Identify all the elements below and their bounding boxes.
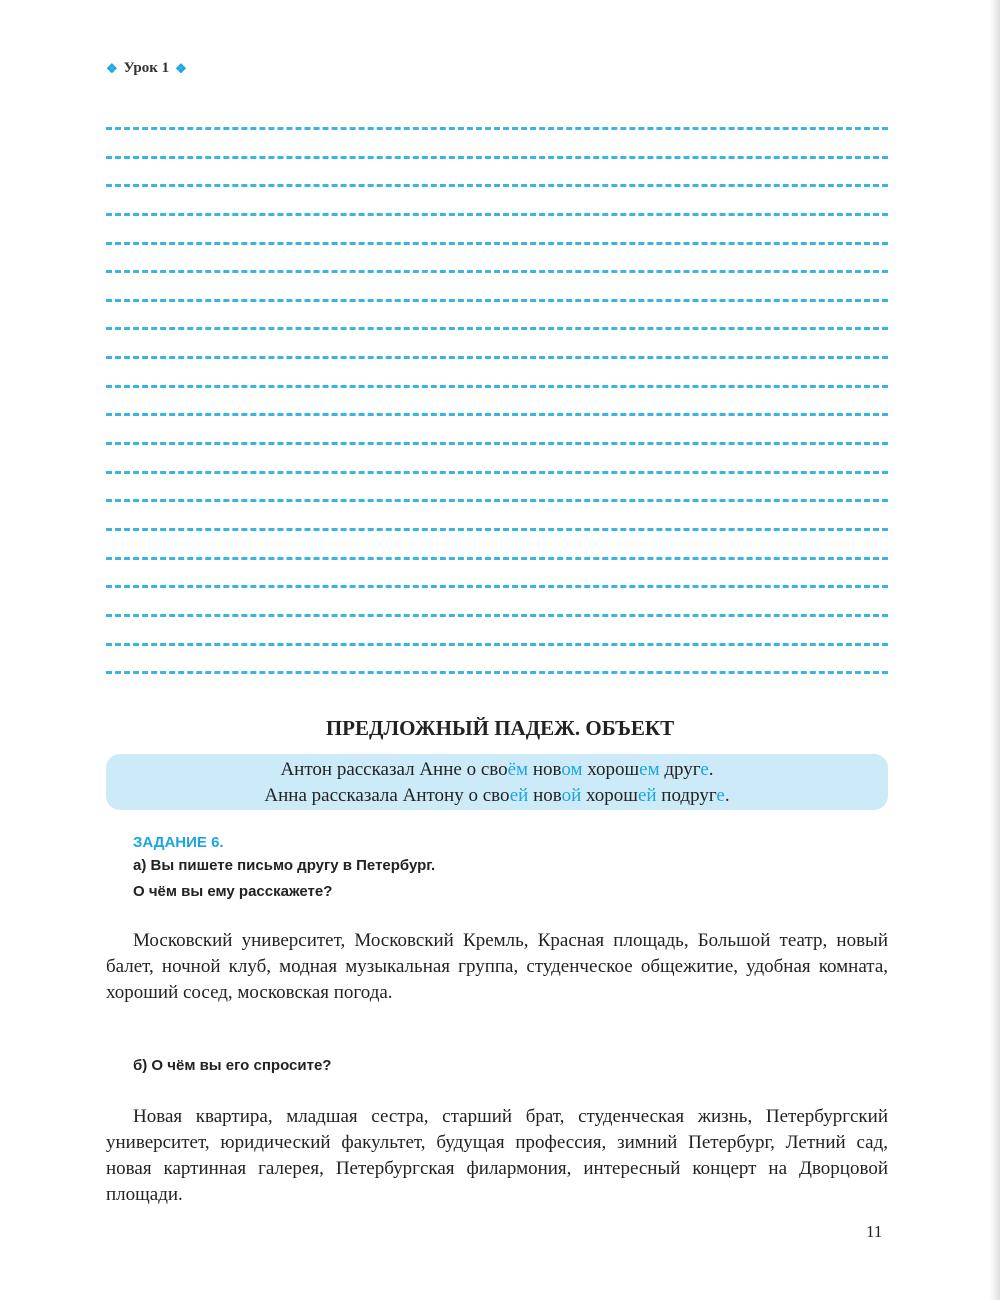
task-b-word-list: Новая квартира, младшая сестра, старший брат, студенческая жизнь, Петербургский университет, юридический факультет, будущая профессия, зимний Петербург, Летний сад, новая картинная галерея, Петербургская филармония, интересный концерт на Дворцовой площади.	[106, 1106, 888, 1205]
writing-line[interactable]	[106, 187, 888, 216]
example-sentence	[106, 783, 888, 809]
writing-line[interactable]	[106, 273, 888, 302]
writing-line[interactable]	[106, 474, 888, 503]
sentence-text: хорош	[582, 759, 640, 780]
task-block	[133, 834, 435, 903]
ending-highlight: ем	[639, 759, 660, 780]
sentence-text: нов	[528, 785, 562, 806]
writing-line[interactable]	[106, 159, 888, 188]
example-sentence	[106, 757, 888, 783]
grammar-example-box	[106, 754, 888, 810]
writing-line[interactable]	[106, 388, 888, 417]
writing-line[interactable]	[106, 531, 888, 560]
writing-line[interactable]	[106, 130, 888, 159]
writing-line[interactable]	[106, 245, 888, 274]
ending-highlight: ём	[507, 759, 529, 780]
lesson-header	[106, 60, 187, 77]
writing-line[interactable]	[106, 330, 888, 359]
writing-line[interactable]	[106, 216, 888, 245]
ending-highlight: ей	[509, 785, 529, 806]
writing-line[interactable]	[106, 646, 888, 675]
page-number: 11	[866, 1222, 883, 1241]
ending-highlight: е	[716, 785, 725, 806]
writing-line[interactable]	[106, 302, 888, 331]
writing-line[interactable]	[106, 502, 888, 531]
sentence-text: .	[724, 785, 730, 806]
task-a-word-list: Московский университет, Московский Кремль, Красная площадь, Большой театр, новый балет, ночной клуб, модная музыкальная группа, студенческое общежитие, удобная комната, хороший сосед, московская погода.	[106, 930, 888, 1003]
sentence-text: подруг	[656, 785, 717, 806]
section-title: ПРЕДЛОЖНЫЙ ПАДЕЖ. ОБЪЕКТ	[325, 716, 675, 740]
sentence-text: нов	[528, 759, 562, 780]
sentence-text: .	[708, 759, 714, 780]
task-a-question-2: О чём вы ему расскажете?	[133, 883, 333, 900]
sentence-text: друг	[659, 759, 701, 780]
lesson-label: Урок 1	[123, 60, 170, 76]
writing-line[interactable]	[106, 445, 888, 474]
writing-lines	[106, 127, 888, 674]
diamond-dots-icon: ❖	[175, 60, 187, 76]
ending-highlight: ом	[561, 759, 583, 780]
task-title: ЗАДАНИЕ 6.	[133, 834, 224, 851]
diamond-dots-icon: ❖	[106, 60, 118, 76]
ending-highlight: е	[700, 759, 709, 780]
writing-line[interactable]	[106, 359, 888, 388]
sentence-text: Антон рассказал Анне о сво	[280, 759, 508, 780]
sentence-text: Анна рассказала Антону о сво	[264, 785, 510, 806]
task-b-question: б) О чём вы его спросите?	[133, 1057, 332, 1074]
task-a-question-1: а) Вы пишете письмо другу в Петербург.	[133, 857, 436, 874]
writing-line[interactable]	[106, 560, 888, 589]
writing-line[interactable]	[106, 617, 888, 646]
sentence-text: хорош	[581, 785, 638, 806]
writing-line[interactable]	[106, 588, 888, 617]
ending-highlight: ой	[561, 785, 582, 806]
writing-line[interactable]	[106, 416, 888, 445]
ending-highlight: ей	[637, 785, 657, 806]
page-edge	[990, 0, 1000, 1300]
